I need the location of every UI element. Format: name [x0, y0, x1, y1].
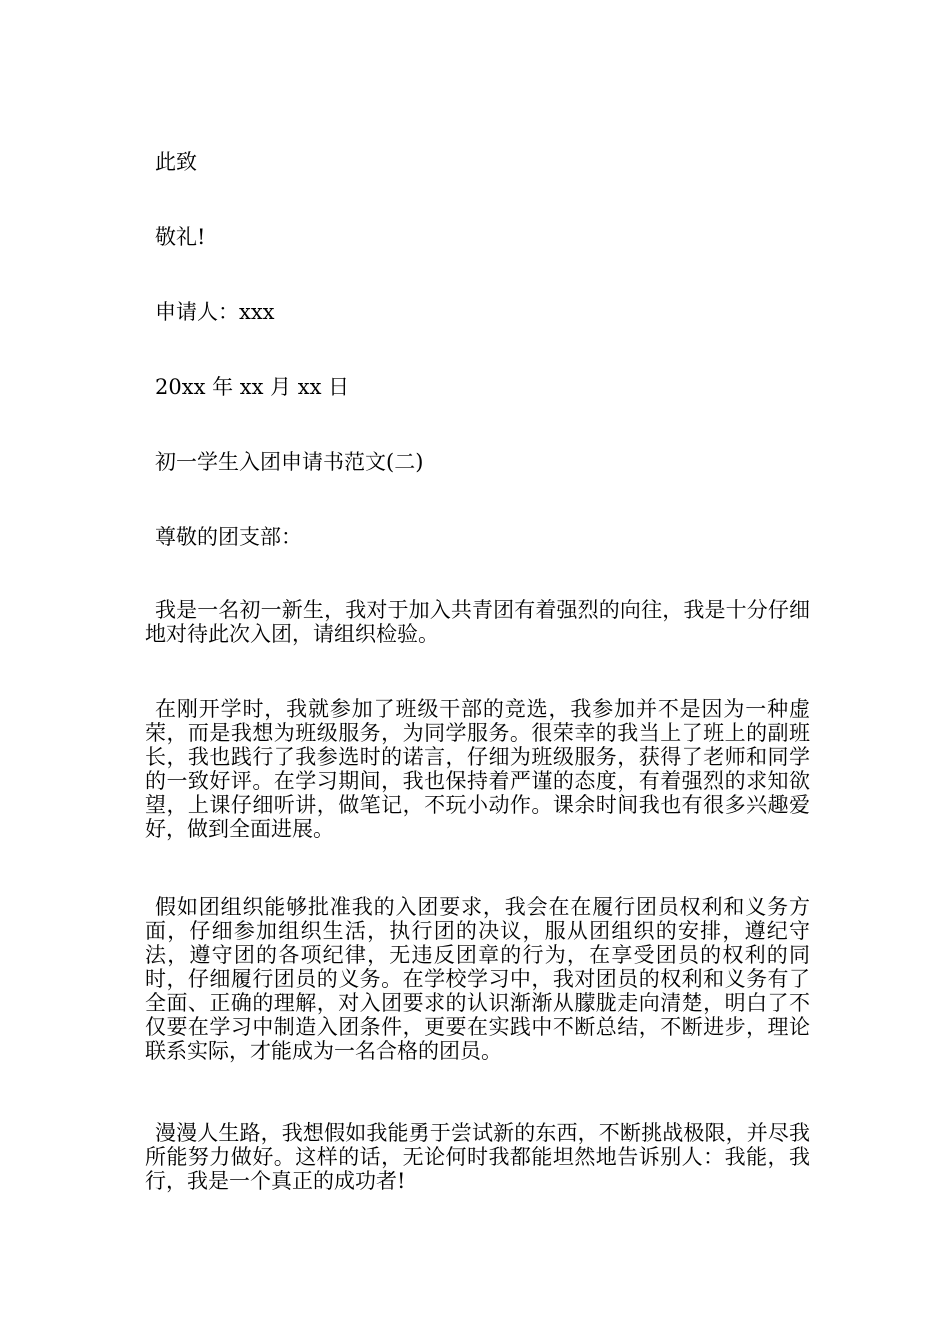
body-paragraph-2: 在刚开学时，我就参加了班级干部的竞选，我参加并不是因为一种虚荣，而是我想为班级服务，为同学服务。很荣幸的我当上了班上的副班长，我也践行了我参选时的诺言，仔细为班级服务，获得了老师和同学的一致好评。在学习期间，我也保持着严谨的态度，有着强烈的求知欲望，上课仔细听讲，做笔记，不玩小动作。课余时间我也有很多兴趣爱好，做到全面进展。	[145, 697, 810, 841]
applicant-signature: 申请人：xxx	[155, 300, 275, 324]
section-title: 初一学生入团申请书范文(二)	[155, 450, 424, 474]
closing-salutation: 此致	[155, 150, 197, 174]
body-paragraph-1: 我是一名初一新生，我对于加入共青团有着强烈的向往，我是十分仔细地对待此次入团，请组织检验。	[145, 598, 810, 646]
closing-regards: 敬礼!	[155, 225, 206, 249]
letter-addressee: 尊敬的团支部：	[155, 525, 302, 549]
body-paragraph-3: 假如团组织能够批准我的入团要求，我会在在履行团员权利和义务方面，仔细参加组织生活，执行团的决议，服从团组织的安排，遵纪守法，遵守团的各项纪律，无违反团章的行为，在享受团员的权利的同时，仔细履行团员的义务。在学校学习中，我对团员的权利和义务有了全面、正确的理解，对入团要求的认识渐渐从朦胧走向清楚，明白了不仅要在学习中制造入团条件，更要在实践中不断总结，不断进步，理论联系实际，才能成为一名合格的团员。	[145, 895, 810, 1063]
body-paragraph-4: 漫漫人生路，我想假如我能勇于尝试新的东西，不断挑战极限，并尽我所能努力做好。这样的话，无论何时我都能坦然地告诉别人：我能，我行，我是一个真正的成功者!	[145, 1121, 810, 1193]
letter-date: 20xx 年 xx 月 xx 日	[155, 375, 350, 399]
